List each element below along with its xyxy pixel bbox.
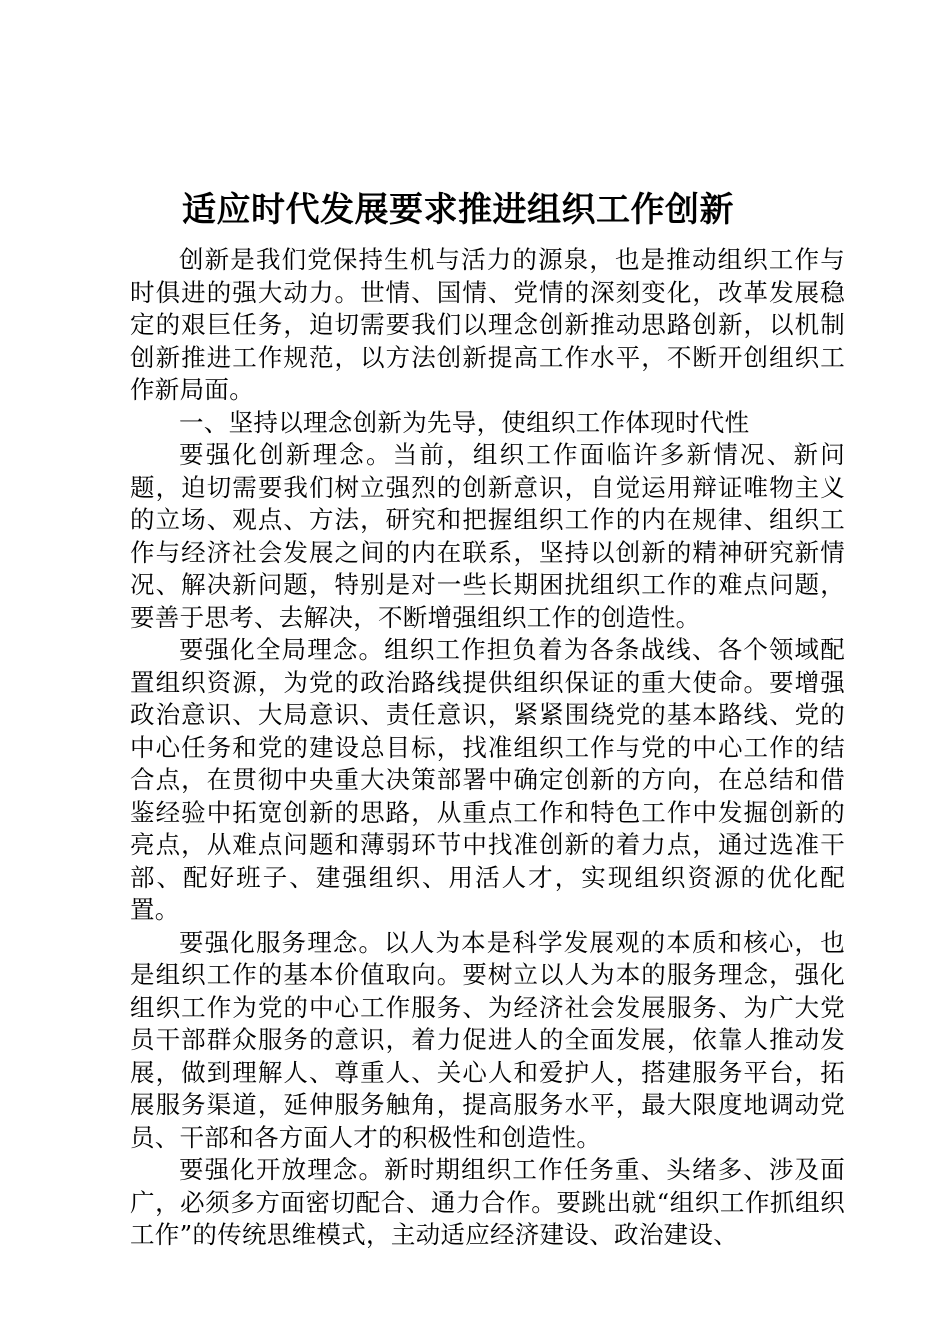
document-title: 适应时代发展要求推进组织工作创新 [182, 190, 734, 230]
paragraph-intro: 创新是我们党保持生机与活力的源泉，也是推动组织工作与时俱进的强大动力。世情、国情、党情的深刻变化，改革发展稳定的艰巨任务，迫切需要我们以理念创新推动思路创新，以机制创新推进工作规范，以方法创新提高工作水平，不断开创组织工作新局面。 [130, 245, 845, 404]
paragraph-openness: 要强化开放理念。新时期组织工作任务重、头绪多、涉及面广，必须多方面密切配合、通力合作。要跳出就“组织工作抓组织工作”的传统思维模式，主动适应经济建设、政治建设、 [130, 1155, 845, 1249]
paragraph-overall: 要强化全局理念。组织工作担负着为各条战线、各个领域配置组织资源，为党的政治路线提供组织保证的重大使命。要增强政治意识、大局意识、责任意识，紧紧围绕党的基本路线、党的中心任务和党的建设总目标，找准组织工作与党的中心工作的结合点，在贯彻中央重大决策部署中确定创新的方向，在总结和借鉴经验中拓宽创新的思路，从重点工作和特色工作中发掘创新的亮点，从难点问题和薄弱环节中找准创新的着力点，通过选准干部、配好班子、建强组织、用活人才，实现组织资源的优化配置。 [130, 635, 845, 924]
document-page [130, 180, 845, 1252]
paragraph-service: 要强化服务理念。以人为本是科学发展观的本质和核心，也是组织工作的基本价值取向。要树立以人为本的服务理念，强化组织工作为党的中心工作服务、为经济社会发展服务、为广大党员干部群众服务的意识，着力促进人的全面发展，依靠人推动发展，做到理解人、尊重人、关心人和爱护人，搭建服务平台，拓展服务渠道，延伸服务触角，提高服务水平，最大限度地调动党员、干部和各方面人才的积极性和创造性。 [130, 927, 845, 1152]
section-heading-1: 一、坚持以理念创新为先导，使组织工作体现时代性 [179, 407, 750, 437]
paragraph-innovation: 要强化创新理念。当前，组织工作面临许多新情况、新问题，迫切需要我们树立强烈的创新意识，自觉运用辩证唯物主义的立场、观点、方法，研究和把握组织工作的内在规律、组织工作与经济社会发展之间的内在联系，坚持以创新的精神研究新情况、解决新问题，特别是对一些长期困扰组织工作的难点问题，要善于思考、去解决，不断增强组织工作的创造性。 [130, 440, 845, 632]
